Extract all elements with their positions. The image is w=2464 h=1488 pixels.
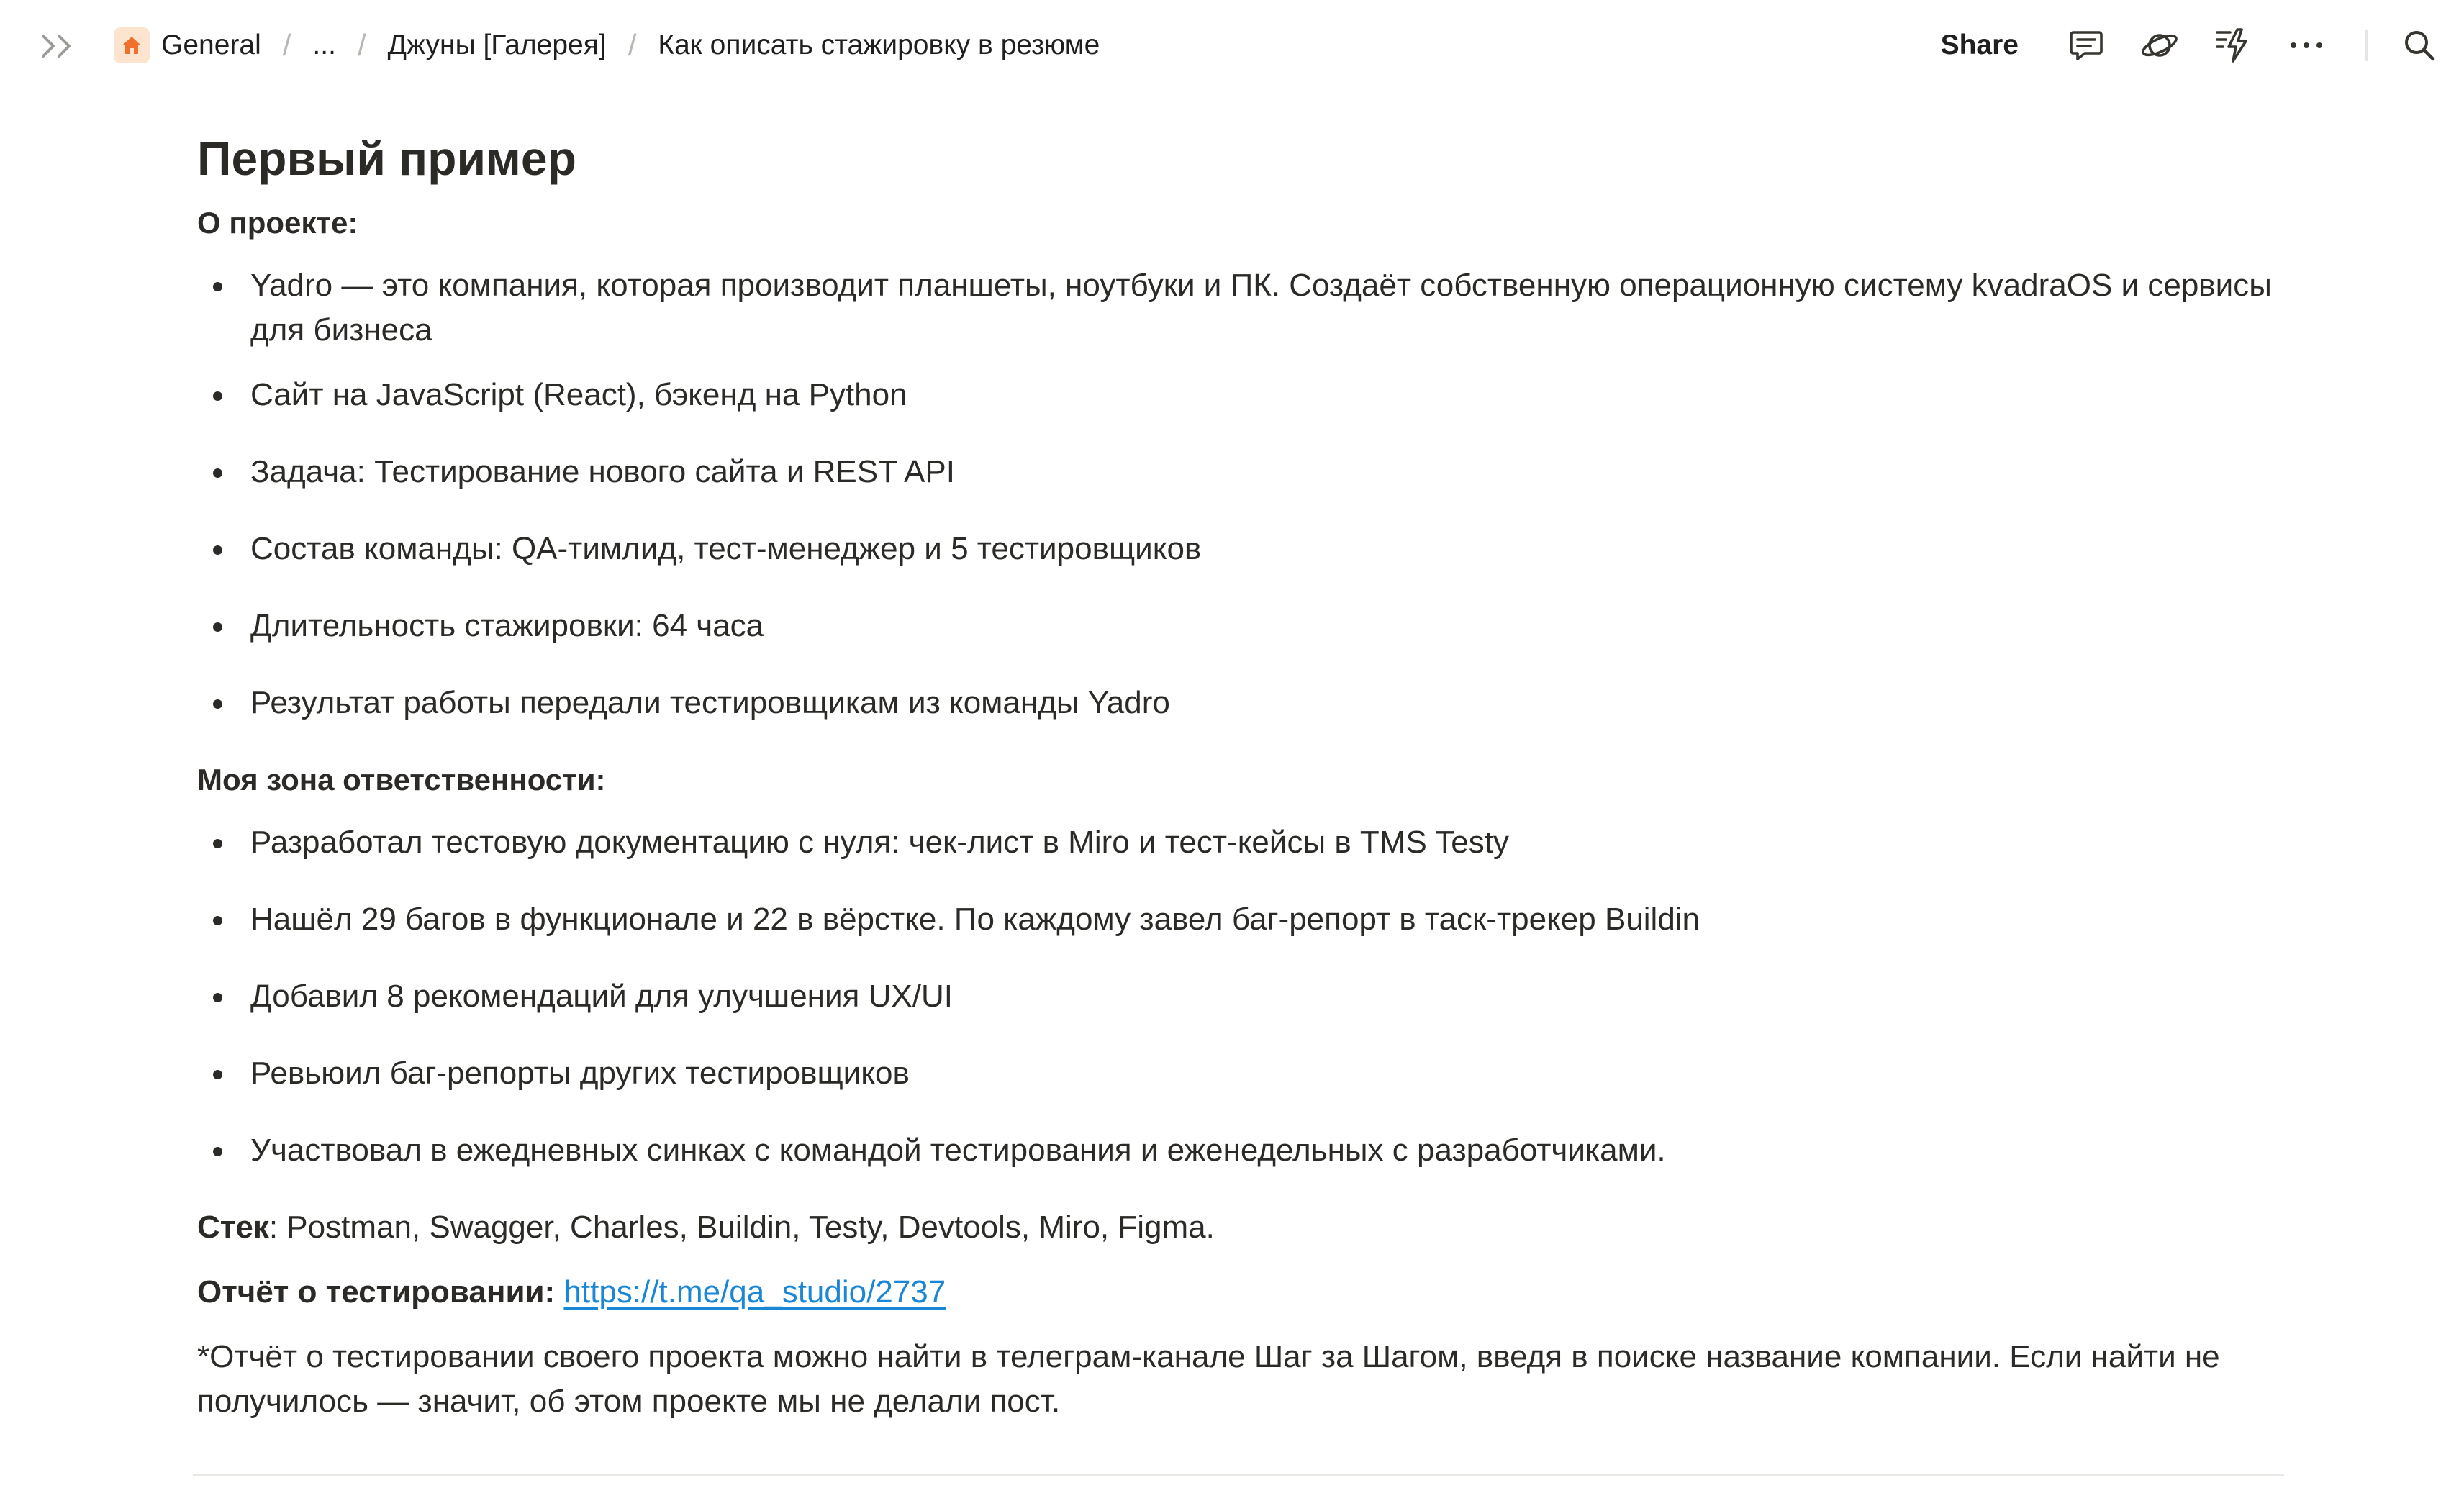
list-item-text: Задача: Тестирование нового сайта и REST API <box>250 454 955 489</box>
ai-icon[interactable] <box>2210 22 2256 68</box>
report-label: Отчёт о тестировании: <box>197 1274 556 1310</box>
breadcrumb-item-ellipsis[interactable] <box>312 30 336 61</box>
bullet-icon <box>213 1070 222 1079</box>
list-item-text: Участвовал в ежедневных синках с командой тестирования и еженедельных с разработчиками. <box>250 1133 1666 1168</box>
breadcrumb-label: General <box>161 30 261 60</box>
list-item-text: Результат работы передали тестировщикам из команды Yadro <box>250 685 1170 720</box>
breadcrumb-label: Как описать стажировку в резюме <box>658 30 1100 60</box>
list-item-text: Разработал тестовую документацию с нуля: чек-лист в Miro и тест-кейсы в TMS Testy <box>250 825 1509 860</box>
breadcrumb-label: Джуны [Галерея] <box>387 30 607 60</box>
page-title: Первый пример <box>197 132 576 185</box>
updates-icon[interactable] <box>2137 22 2183 68</box>
list-item <box>197 974 2284 1019</box>
list-item <box>197 373 2284 417</box>
divider <box>193 1474 2284 1476</box>
footnote: *Отчёт о тестировании своего проекта можно найти в телеграм-канале Шаг за Шагом, введя в поиске название компании. Если найти не получилось — значит, об этом проекте мы не делали пост. <box>197 1339 2220 1419</box>
breadcrumb-separator: / <box>282 28 291 62</box>
more-icon[interactable] <box>2283 22 2329 68</box>
list-item <box>197 1128 2284 1173</box>
share-button[interactable]: Share <box>1940 30 2019 60</box>
list-item <box>197 1051 2284 1096</box>
list-item <box>197 527 2284 571</box>
report-line <box>197 1270 2284 1315</box>
list-item-text: Длительность стажировки: 64 часа <box>250 608 764 643</box>
list-item-text: Yadro — это компания, которая производит планшеты, ноутбуки и ПК. Создаёт собственную операционную систему kvadraOS и сервисы для бизнеса <box>250 268 2272 348</box>
home-icon <box>114 27 150 63</box>
breadcrumb-separator: / <box>357 28 366 62</box>
list-item-text: Сайт на JavaScript (React), бэкенд на Python <box>250 377 907 412</box>
list-item <box>197 681 2284 725</box>
expand-sidebar-icon[interactable] <box>35 23 81 69</box>
about-heading: О проекте: <box>197 206 358 240</box>
stack-line <box>197 1205 2284 1250</box>
page-content <box>197 122 2284 1424</box>
bullet-icon <box>213 1147 222 1156</box>
stack-value: : Postman, Swagger, Charles, Buildin, Testy, Devtools, Miro, Figma. <box>268 1210 1215 1245</box>
list-item <box>197 820 2284 865</box>
list-item-text: Состав команды: QA-тимлид, тест-менеджер и 5 тестировщиков <box>250 531 1202 566</box>
list-item <box>197 897 2284 942</box>
top-bar-actions <box>1941 20 2464 71</box>
comment-icon[interactable] <box>2063 22 2109 68</box>
bullet-icon <box>213 839 222 848</box>
list-item <box>197 263 2284 353</box>
toolbar-divider <box>2365 30 2368 61</box>
breadcrumb-item-gallery[interactable] <box>388 30 607 61</box>
breadcrumb-item-general[interactable] <box>114 27 261 63</box>
search-icon[interactable] <box>2396 22 2442 68</box>
breadcrumb <box>114 20 1100 71</box>
list-item-text: Ревьюил баг-репорты других тестировщиков <box>250 1056 910 1091</box>
list-item-text: Нашёл 29 багов в функционале и 22 в вёрстке. По каждому завел баг-репорт в таск-трекер Buildin <box>250 902 1700 937</box>
list-item <box>197 450 2284 494</box>
report-link[interactable]: https://t.me/qa_studio/2737 <box>563 1274 946 1310</box>
stack-label: Стек <box>197 1210 269 1245</box>
bullet-icon <box>213 282 222 291</box>
breadcrumb-separator: / <box>628 28 637 62</box>
bullet-icon <box>213 545 222 555</box>
bullet-icon <box>213 916 222 925</box>
responsibility-list <box>197 820 2284 1173</box>
bullet-icon <box>213 993 222 1002</box>
responsibility-heading: Моя зона ответственности: <box>197 763 606 797</box>
list-item <box>197 604 2284 648</box>
bullet-icon <box>213 622 222 632</box>
bullet-icon <box>213 468 222 478</box>
top-bar <box>0 0 2464 89</box>
bullet-icon <box>213 699 222 709</box>
list-item-text: Добавил 8 рекомендаций для улучшения UX/UI <box>250 979 953 1014</box>
breadcrumb-item-current-page[interactable] <box>658 30 1100 61</box>
bullet-icon <box>213 391 222 401</box>
breadcrumb-label: ... <box>312 30 336 60</box>
about-list <box>197 263 2284 725</box>
